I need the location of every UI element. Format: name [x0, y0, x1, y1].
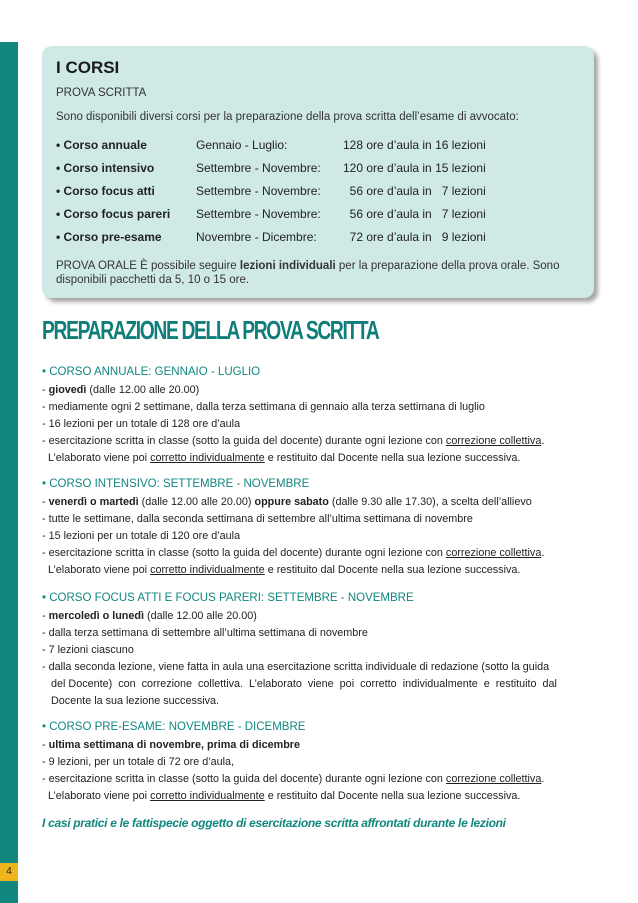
section-line: - venerdì o martedì (dalle 12.00 alle 20.00) oppure sabato (dalle 9.30 alle 17.30), a scelta dell’allievo: [42, 496, 532, 508]
oral-suffix: per la preparazione della prova orale. Sono disponibili pacchetti da 5, 10 o 15 ore.: [56, 260, 560, 286]
section-line: - giovedì (dalle 12.00 alle 20.00): [42, 384, 200, 396]
section-line: - esercitazione scritta in classe (sotto la guida del docente) durante ogni lezione con correzione collettiva.: [42, 435, 545, 447]
oral-prefix: PROVA ORALE È possibile seguire: [56, 260, 240, 272]
section-line: - 15 lezioni per un totale di 120 ore d’aula: [42, 530, 241, 542]
page-number: 4: [0, 863, 18, 881]
section-line: L’elaborato viene poi corretto individualmente e restituito dal Docente nella sua lezione successiva.: [42, 452, 521, 464]
course-row: [56, 184, 586, 200]
side-color-band: [0, 42, 18, 903]
section-line: del Docente) con correzione collettiva. L’elaborato viene poi corretto individualmente e restituito dal: [42, 678, 557, 690]
page-title: PREPARAZIONE DELLA PROVA SCRITTA: [42, 315, 379, 345]
section-line: - 16 lezioni per un totale di 128 ore d’aula: [42, 418, 241, 430]
course-name: • Corso intensivo: [56, 161, 155, 175]
box-title: I CORSI: [56, 58, 120, 77]
course-name: • Corso pre-esame: [56, 230, 162, 244]
section-line: - mercoledì o lunedì (dalle 12.00 alle 20.00): [42, 610, 257, 622]
course-row: [56, 161, 586, 177]
footer-note: I casi pratici e le fattispecie oggetto di esercitazione scritta affrontati durante le lezioni: [42, 816, 506, 830]
oral-bold: lezioni individuali: [239, 260, 336, 272]
section-line: - 9 lezioni, per un totale di 72 ore d’aula,: [42, 756, 235, 768]
courses-summary-box: [42, 46, 594, 298]
box-subtitle: PROVA SCRITTA: [56, 87, 147, 99]
course-period: Settembre - Novembre:: [196, 161, 321, 175]
course-period: Settembre - Novembre:: [196, 184, 321, 198]
course-name: • Corso annuale: [56, 138, 147, 152]
course-period: Settembre - Novembre:: [196, 207, 321, 221]
course-row: [56, 138, 586, 154]
box-intro: Sono disponibili diversi corsi per la preparazione della prova scritta dell’esame di avvocato:: [56, 111, 519, 123]
course-hours: 56 ore d’aula in 7 lezioni: [343, 207, 486, 221]
course-hours: 120 ore d’aula in 15 lezioni: [343, 161, 486, 175]
section-title-focus: • CORSO FOCUS ATTI E FOCUS PARERI: SETTEMBRE - NOVEMBRE: [42, 592, 414, 604]
section-line: - dalla seconda lezione, viene fatta in aula una esercitazione scritta individuale di redazione (sotto la guida: [42, 661, 550, 673]
course-row: [56, 207, 586, 223]
section-title-intensivo: • CORSO INTENSIVO: SETTEMBRE - NOVEMBRE: [42, 478, 310, 490]
course-hours: 56 ore d’aula in 7 lezioni: [343, 184, 486, 198]
section-line: - esercitazione scritta in classe (sotto la guida del docente) durante ogni lezione con correzione collettiva.: [42, 773, 545, 785]
section-line: - dalla terza settimana di settembre all’ultima settimana di novembre: [42, 627, 368, 639]
oral-exam-note: [56, 259, 576, 287]
course-name: • Corso focus pareri: [56, 207, 171, 221]
section-title-annuale: • CORSO ANNUALE: GENNAIO - LUGLIO: [42, 366, 261, 378]
section-line: - esercitazione scritta in classe (sotto la guida del docente) durante ogni lezione con correzione collettiva.: [42, 547, 545, 559]
section-title-preesame: • CORSO PRE-ESAME: NOVEMBRE - DICEMBRE: [42, 721, 306, 733]
course-hours: 128 ore d’aula in 16 lezioni: [343, 138, 486, 152]
course-period: Gennaio - Luglio:: [196, 138, 288, 152]
course-row: [56, 230, 586, 246]
course-name: • Corso focus atti: [56, 184, 155, 198]
section-line: - 7 lezioni ciascuno: [42, 644, 134, 656]
course-hours: 72 ore d’aula in 9 lezioni: [343, 230, 486, 244]
section-line: Docente la sua lezione successiva.: [42, 695, 220, 707]
section-line: - ultima settimana di novembre, prima di dicembre: [42, 739, 301, 751]
section-line: - tutte le settimane, dalla seconda settimana di settembre all’ultima settimana di novembre: [42, 513, 473, 525]
course-period: Novembre - Dicembre:: [196, 230, 317, 244]
section-line: L’elaborato viene poi corretto individualmente e restituito dal Docente nella sua lezione successiva.: [42, 564, 521, 576]
section-line: L’elaborato viene poi corretto individualmente e restituito dal Docente nella sua lezione successiva.: [42, 790, 521, 802]
section-line: - mediamente ogni 2 settimane, dalla terza settimana di gennaio alla terza settimana di luglio: [42, 401, 485, 413]
